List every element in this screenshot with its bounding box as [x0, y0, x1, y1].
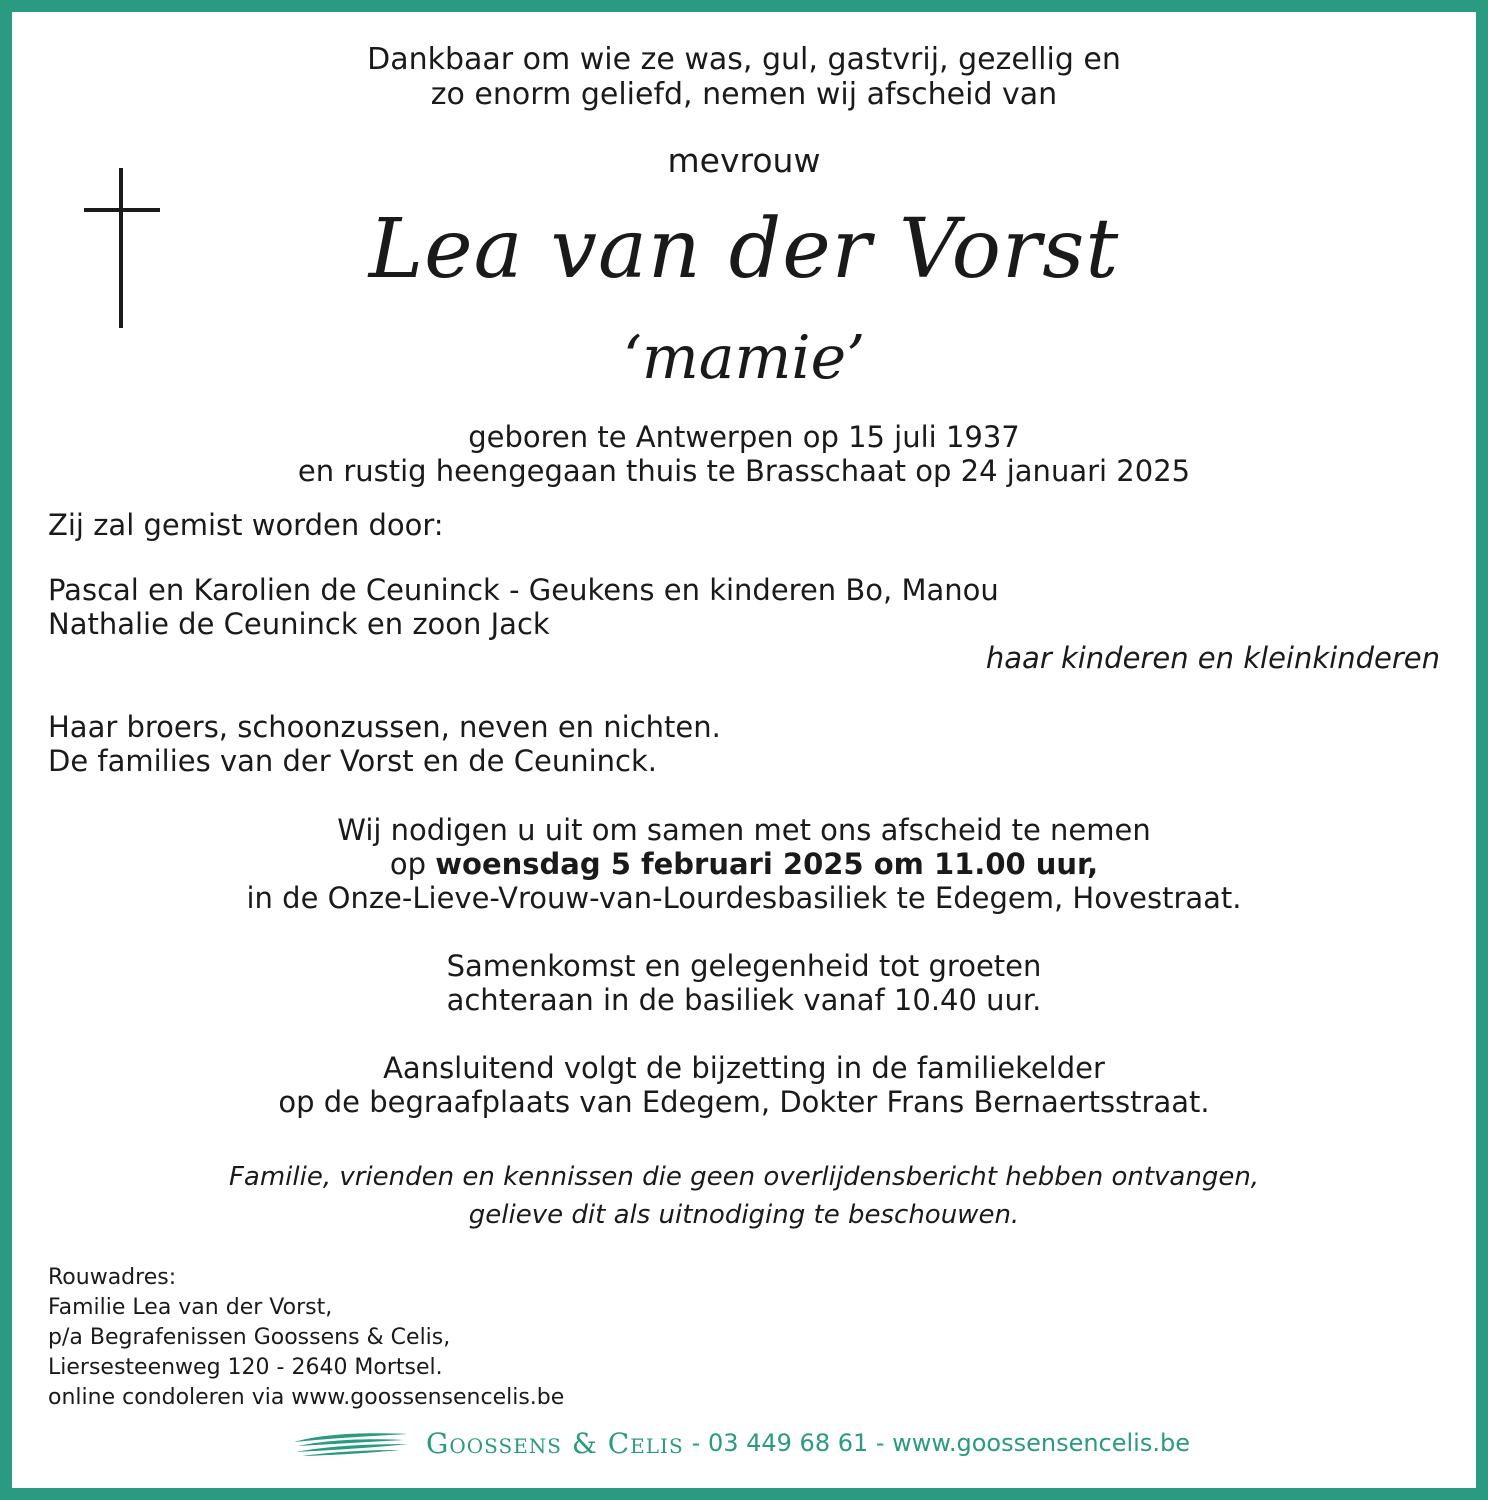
- invitation-prefix: op: [389, 847, 427, 881]
- missed-by-heading: Zij zal gemist worden door:: [48, 508, 444, 542]
- family-list: [48, 710, 721, 778]
- invitation: [12, 813, 1476, 915]
- contact-info: - 03 449 68 61 - www.goossensencelis.be: [691, 1429, 1190, 1457]
- notice-line-1: Familie, vrienden en kennissen die geen overlijdensbericht hebben ontvangen,: [228, 1162, 1260, 1192]
- birth-death-info: [12, 420, 1476, 488]
- intro-line-2: zo enorm geliefd, nemen wij afscheid van: [430, 77, 1058, 112]
- intro-line-1: Dankbaar om wie ze was, gul, gastvrij, gezellig en: [367, 42, 1121, 77]
- list-item: Nathalie de Ceuninck en zoon Jack: [48, 607, 550, 641]
- death-line: en rustig heengegaan thuis te Brasschaat op 24 januari 2025: [297, 454, 1191, 488]
- birth-line: geboren te Antwerpen op 15 juli 1937: [468, 420, 1020, 454]
- burial-info: [12, 1051, 1476, 1119]
- notice: [12, 1158, 1476, 1234]
- address-line: online condoleren via www.goossensencelis.be: [48, 1385, 565, 1410]
- address-line: p/a Begrafenissen Goossens & Celis,: [48, 1325, 451, 1350]
- gathering-info: [12, 949, 1476, 1017]
- children-list: [48, 573, 999, 641]
- ceremony-datetime: woensdag 5 februari 2025 om 11.00 uur,: [435, 847, 1099, 881]
- mourning-address: [48, 1263, 564, 1413]
- invitation-line-3: in de Onze-Lieve-Vrouw-van-Lourdesbasiliek te Edegem, Hovestraat.: [246, 881, 1242, 915]
- address-label: Rouwadres:: [48, 1265, 177, 1290]
- children-role: haar kinderen en kleinkinderen: [985, 641, 1440, 675]
- burial-line-2: op de begraafplaats van Edegem, Dokter Frans Bernaertsstraat.: [278, 1085, 1210, 1119]
- address-line: Liersesteenweg 120 - 2640 Mortsel.: [48, 1355, 443, 1380]
- deceased-name: Lea van der Vorst: [368, 202, 1120, 297]
- gathering-line-1: Samenkomst en gelegenheid tot groeten: [446, 949, 1042, 983]
- invitation-line-2: [12, 847, 1476, 881]
- notice-line-2: gelieve dit als uitnodiging te beschouwen.: [468, 1200, 1020, 1230]
- gathering-line-2: achteraan in de basiliek vanaf 10.40 uur.: [446, 983, 1042, 1017]
- list-item: Pascal en Karolien de Ceuninck - Geukens en kinderen Bo, Manou: [48, 573, 999, 607]
- wave-logo-icon: [292, 1428, 410, 1458]
- invitation-line-1: Wij nodigen u uit om samen met ons afscheid te nemen: [337, 813, 1151, 847]
- funeral-home-footer: [292, 1425, 1190, 1461]
- burial-line-1: Aansluitend volgt de bijzetting in de familiekelder: [383, 1051, 1105, 1085]
- brand-name: Goossens & Celis: [426, 1426, 684, 1460]
- intro-text: [12, 42, 1476, 112]
- list-item: Haar broers, schoonzussen, neven en nichten.: [48, 710, 721, 744]
- nickname: ‘mamie’: [622, 323, 866, 393]
- address-line: Familie Lea van der Vorst,: [48, 1295, 333, 1320]
- list-item: De families van der Vorst en de Ceuninck.: [48, 744, 657, 778]
- honorific: mevrouw: [667, 141, 821, 180]
